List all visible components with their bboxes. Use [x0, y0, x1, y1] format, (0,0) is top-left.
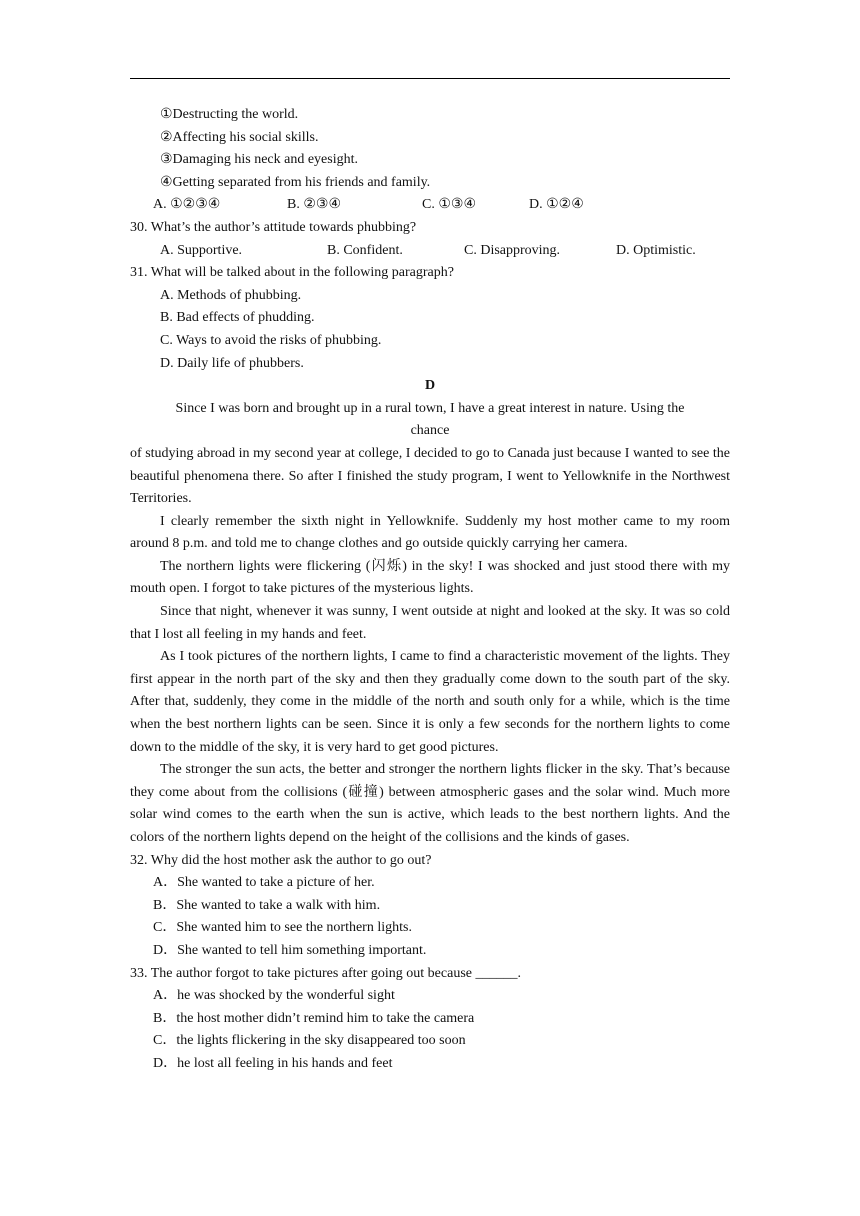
passage-paragraph-5: As I took pictures of the northern lights, I came to find a characteristic movement of the lights. They first appear in the north part of the sky and then they gradually come down to the south part of the sky. After that, suddenly, they come in the middle of the north and south only for a while, which is the time when the best northern lights can be seen. Since it is only a few seconds for the northern lights to come down to the middle of the sky, it is very hard to get good pictures.	[130, 649, 730, 755]
passage-paragraph-1: of studying abroad in my second year at college, I decided to go to Canada just because I wanted to see the beautiful phenomena there. So after I finished the study program, I went to Yellowknife in the Northwest Territories.	[130, 445, 730, 507]
q33-stem: 33. The author forgot to take pictures after going out because ______.	[130, 965, 521, 981]
q30-stem: 30. What’s the author’s attitude towards phubbing?	[130, 219, 417, 235]
q29-choices	[130, 194, 730, 217]
q32-stem: 32. Why did the host mother ask the author to go out?	[130, 852, 432, 868]
header-rule	[130, 78, 730, 79]
q33-choice-c: C．the lights flickering in the sky disappeared too soon	[153, 1033, 466, 1049]
q31-choice-a: A. Methods of phubbing.	[160, 287, 302, 303]
passage-first-line-tail: chance	[410, 423, 450, 439]
q32-choice-b: B．She wanted to take a walk with him.	[153, 897, 381, 913]
q29-option-1: ①Destructing the world.	[160, 107, 299, 122]
q29-option-4: ④Getting separated from his friends and family.	[160, 174, 431, 190]
q32-choice-a: A．She wanted to take a picture of her.	[153, 875, 375, 891]
q31-stem: 31. What will be talked about in the following paragraph?	[130, 265, 454, 281]
q30-choice-b: B. Confident.	[327, 242, 403, 258]
passage-paragraph-3: The northern lights were flickering (闪烁) in the sky! I was shocked and just stood there with my mouth open. I forgot to take pictures of the mysterious lights.	[130, 558, 730, 597]
q31-choice-c: C. Ways to avoid the risks of phubbing.	[160, 332, 382, 348]
q33-choice-a: A．he was shocked by the wonderful sight	[153, 988, 395, 1004]
q29-options	[130, 104, 730, 194]
q30-choices	[130, 240, 730, 263]
q32-choice-c: C．She wanted him to see the northern lights.	[153, 920, 412, 936]
passage-first-line: Since I was born and brought up in a rural town, I have a great interest in nature. Using the	[175, 400, 685, 416]
q30-choice-c: C. Disapproving.	[464, 242, 561, 258]
q29-option-3: ③Damaging his neck and eyesight.	[160, 152, 359, 168]
q29-choice-c: C. ①③④	[422, 197, 476, 213]
passage-paragraph-2: I clearly remember the sixth night in Yellowknife. Suddenly my host mother came to my room around 8 p.m. and told me to change clothes and go outside quickly carrying her camera.	[130, 513, 730, 552]
q31-choice-b: B. Bad effects of phudding.	[160, 310, 315, 326]
q31-choice-d: D. Daily life of phubbers.	[160, 355, 304, 371]
section-heading: D	[424, 378, 436, 394]
q33-choice-d: D．he lost all feeling in his hands and feet	[153, 1055, 393, 1071]
q33-choice-b: B．the host mother didn’t remind him to take the camera	[153, 1010, 475, 1026]
q29-option-2: ②Affecting his social skills.	[160, 129, 319, 145]
q29-choice-d: D. ①②④	[529, 197, 584, 213]
q30-choice-d: D. Optimistic.	[616, 242, 696, 258]
passage-paragraph-6: The stronger the sun acts, the better and stronger the northern lights flicker in the sky. That’s because they come about from the collisions (碰撞) between atmospheric gases and the solar wind. Much more solar wind comes to the earth when the sun is active, which leads to the best northern lights. And the colors of the northern lights depend on the height of the collisions and the kinds of gases.	[130, 762, 730, 845]
q30-choice-a: A. Supportive.	[160, 242, 243, 258]
q29-choice-a: A. ①②③④	[153, 197, 221, 213]
q32-choice-d: D．She wanted to tell him something important.	[153, 942, 427, 958]
passage-paragraph-4: Since that night, whenever it was sunny, I went outside at night and looked at the sky. It was so cold that I lost all feeling in my hands and feet.	[130, 604, 730, 642]
q29-choice-b: B. ②③④	[287, 197, 341, 213]
page-content	[130, 104, 730, 1076]
